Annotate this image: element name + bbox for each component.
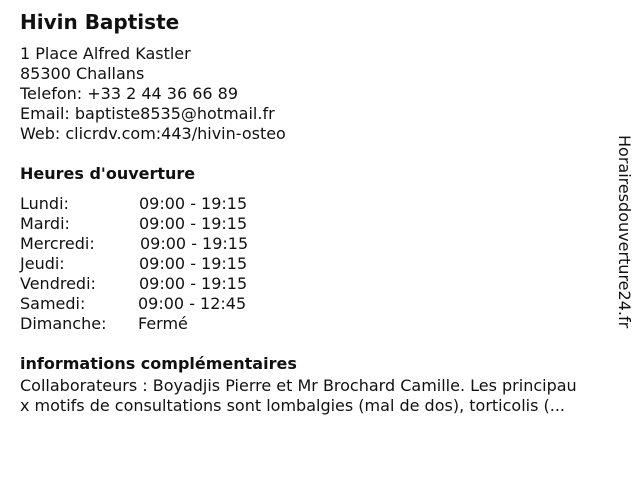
additional-info-heading: informations complémentaires <box>20 354 297 373</box>
day-label: Mardi: <box>20 214 70 233</box>
email-text: Email: baptiste8535@hotmail.fr <box>20 104 275 123</box>
contact-block <box>20 44 286 144</box>
day-label: Mercredi: <box>20 234 95 253</box>
opening-hours-heading: Heures d'ouverture <box>20 164 196 183</box>
info-line: Collaborateurs : Boyadjis Pierre et Mr Brochard Camille. Les principau <box>20 376 577 395</box>
time-value: 09:00 - 19:15 <box>139 194 248 213</box>
additional-info-text <box>20 376 632 416</box>
address-line-city: 85300 Challans <box>20 64 145 83</box>
phone-text: Telefon: +33 2 44 36 66 89 <box>20 84 239 103</box>
site-watermark: Horairesdouverture24.fr <box>615 135 634 329</box>
day-label: Samedi: <box>20 294 86 313</box>
day-label: Vendredi: <box>20 274 96 293</box>
time-value: Fermé <box>138 314 188 333</box>
time-value: 09:00 - 12:45 <box>138 294 247 313</box>
time-value: 09:00 - 19:15 <box>140 234 249 253</box>
day-label: Jeudi: <box>20 254 65 273</box>
info-line: x motifs de consultations sont lombalgies (mal de dos), torticolis (... <box>20 396 566 415</box>
web-text: Web: clicrdv.com:443/hivin-osteo <box>20 124 286 143</box>
time-value: 09:00 - 19:15 <box>139 214 248 233</box>
time-value: 09:00 - 19:15 <box>139 274 248 293</box>
day-label: Lundi: <box>20 194 69 213</box>
business-name: Hivin Baptiste <box>20 10 180 34</box>
address-line-street: 1 Place Alfred Kastler <box>20 44 191 63</box>
time-value: 09:00 - 19:15 <box>139 254 248 273</box>
day-label: Dimanche: <box>20 314 107 333</box>
